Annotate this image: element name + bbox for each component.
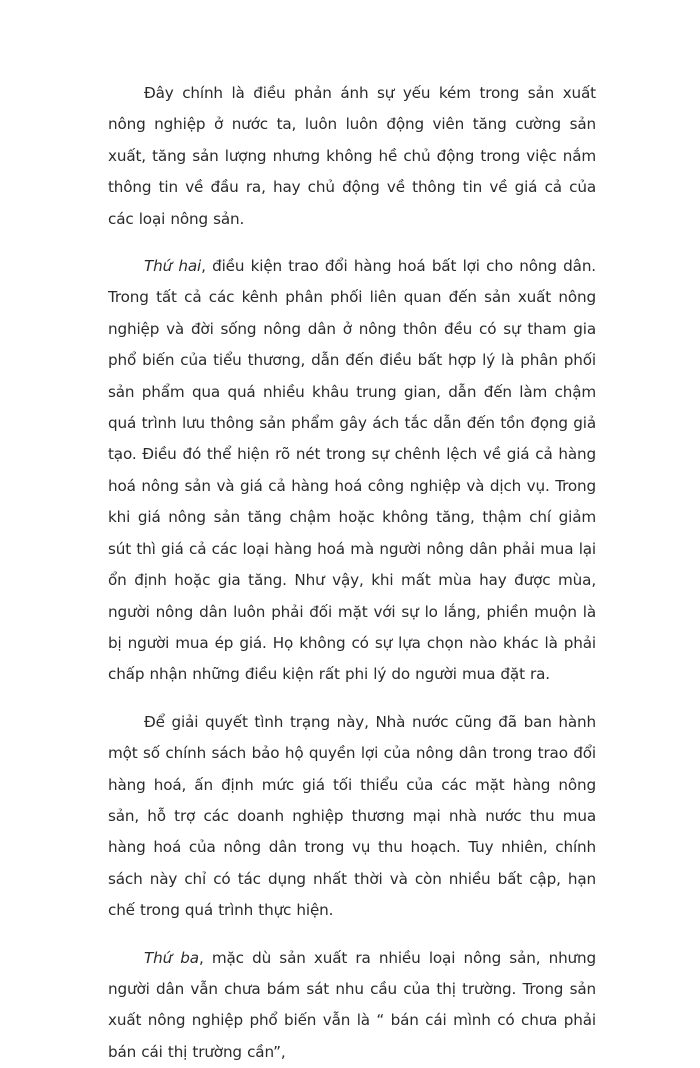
paragraph-4 [108,943,596,1068]
document-body [108,78,596,1068]
paragraph-1 [108,78,596,235]
paragraph-4-lead: Thứ ba [144,948,199,967]
paragraph-2 [108,251,596,691]
paragraph-2-text: , điều kiện trao đổi hàng hoá bất lợi cho nông dân. Trong tất cả các kênh phân phối liên quan đến sản xuất nông nghiệp và đời sống nông dân ở nông thôn đều có sự tham gia phổ biến của tiểu thương, dẫn đến điều bất hợp lý là phân phối sản phẩm qua quá nhiều khâu trung gian, dẫn đến làm chậm quá trình lưu thông sản phẩm gây ách tắc dẫn đến tồn đọng giả tạo. Điều đó thể hiện rõ nét trong sự chênh lệch về giá cả hàng hoá nông sản và giá cả hàng hoá công nghiệp và dịch vụ. Trong khi giá nông sản tăng chậm hoặc không tăng, thậm chí giảm sút thì giá cả các loại hàng hoá mà người nông dân phải mua lại ổn định hoặc gia tăng. Như vậy, khi mất mùa hay được mùa, người nông dân luôn phải đối mặt với sự lo lắng, phiền muộn là bị người mua ép giá. Họ không có sự lựa chọn nào khác là phải chấp nhận những điều kiện rất phi lý do người mua đặt ra. [108,257,596,684]
paragraph-3-text: Để giải quyết tình trạng này, Nhà nước cũng đã ban hành một số chính sách bảo hộ quyền lợi của nông dân trong trao đổi hàng hoá, ấn định mức giá tối thiểu của các mặt hàng nông sản, hỗ trợ các doanh nghiệp thương mại nhà nước thu mua hàng hoá của nông dân trong vụ thu hoạch. Tuy nhiên, chính sách này chỉ có tác dụng nhất thời và còn nhiều bất cập, hạn chế trong quá trình thực hiện. [108,712,596,920]
paragraph-2-lead: Thứ hai [144,257,202,276]
paragraph-1-text: Đây chính là điều phản ánh sự yếu kém trong sản xuất nông nghiệp ở nước ta, luôn luôn động viên tăng cường sản xuất, tăng sản lượng nhưng không hề chủ động trong việc nắm thông tin về đầu ra, hay chủ động về thông tin về giá cả của các loại nông sản. [108,84,596,228]
paragraph-4-text: , mặc dù sản xuất ra nhiều loại nông sản, nhưng người dân vẫn chưa bám sát nhu cầu của thị trường. Trong sản xuất nông nghiệp phổ biến vẫn là “ bán cái mình có chưa phải bán cái thị trường cần”, [108,948,597,1061]
paragraph-3 [108,707,596,927]
